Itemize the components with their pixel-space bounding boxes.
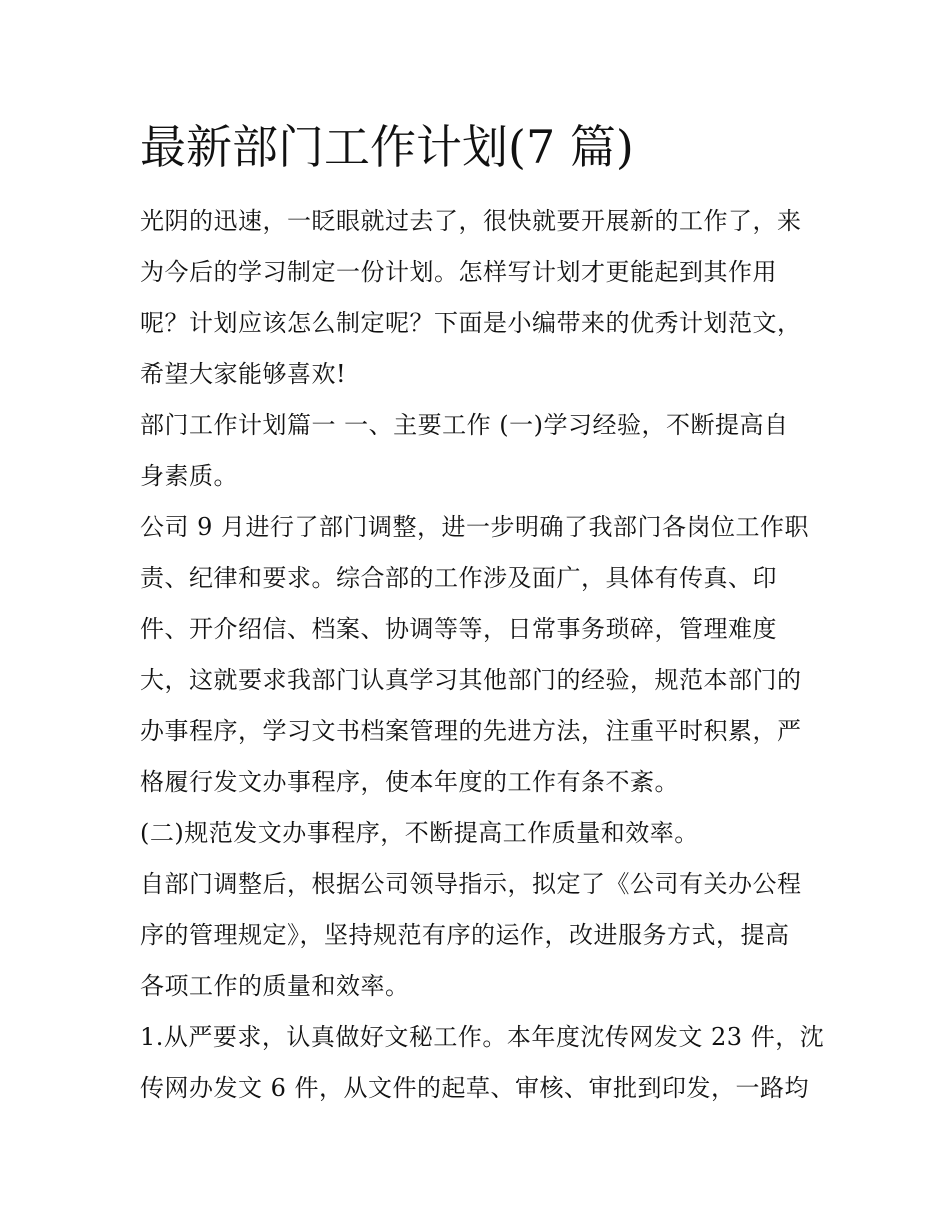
body-line: 公司 9 月进行了部门调整，进一步明确了我部门各岗位工作职: [140, 513, 810, 541]
body-line: 1.从严要求，认真做好文秘工作。本年度沈传网发文 23 件，沈: [140, 1023, 825, 1051]
body-line: 序的管理规定》，坚持规范有序的运作，改进服务方式，提高: [140, 921, 790, 949]
body-line: 传网办发文 6 件，从文件的起草、审核、审批到印发，一路均: [140, 1074, 810, 1102]
body-line: 格履行发文办事程序，使本年度的工作有条不紊。: [140, 768, 679, 796]
body-line: 件、开介绍信、档案、协调等等，日常事务琐碎，管理难度: [140, 615, 777, 643]
document-body: [140, 196, 825, 1114]
body-line: 呢？计划应该怎么制定呢？下面是小编带来的优秀计划范文，: [140, 309, 802, 337]
body-line: 希望大家能够喜欢!: [140, 360, 347, 388]
body-line: 责、纪律和要求。综合部的工作涉及面广，具体有传真、印: [140, 564, 777, 592]
body-line: 为今后的学习制定一份计划。怎样写计划才更能起到其作用: [140, 258, 777, 286]
body-line: 大，这就要求我部门认真学习其他部门的经验，规范本部门的: [140, 666, 802, 694]
body-line: 自部门调整后，根据公司领导指示，拟定了《公司有关办公程: [140, 870, 802, 898]
body-line: 部门工作计划篇一 一、主要工作 (一)学习经验，不断提高自: [140, 411, 789, 439]
document-title: 最新部门工作计划(7 篇): [140, 120, 634, 174]
body-line: 身素质。: [140, 462, 238, 490]
body-line: 办事程序，学习文书档案管理的先进方法，注重平时积累，严: [140, 717, 802, 745]
body-line: (二)规范发文办事程序，不断提高工作质量和效率。: [140, 819, 699, 847]
body-line: 各项工作的质量和效率。: [140, 972, 410, 1000]
body-line: 光阴的迅速，一眨眼就过去了，很快就要开展新的工作了，来: [140, 207, 802, 235]
